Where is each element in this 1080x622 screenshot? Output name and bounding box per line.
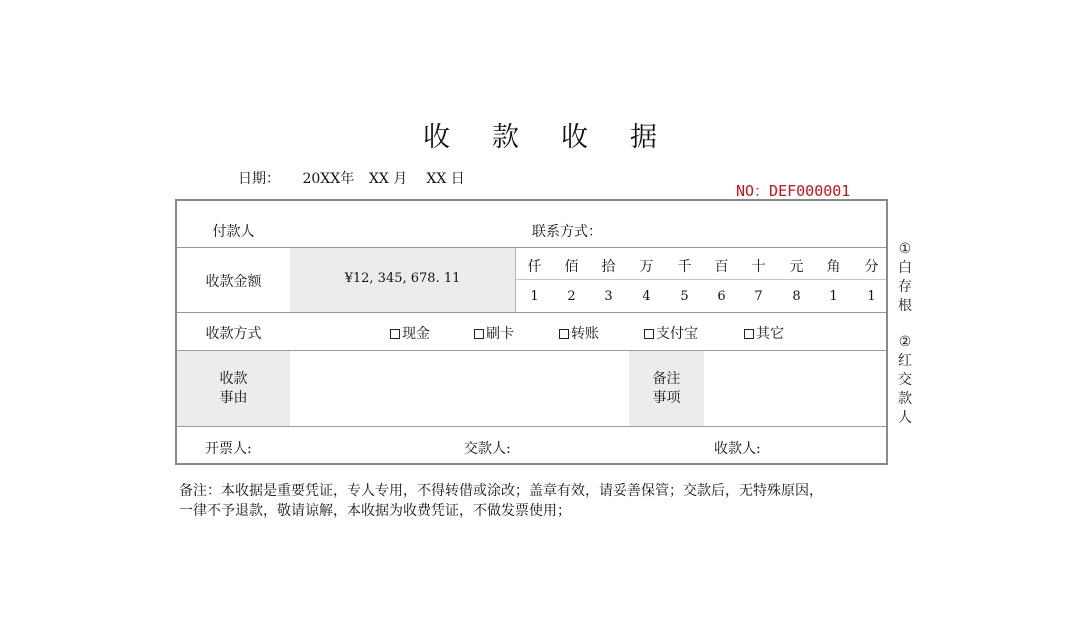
checkbox-icon bbox=[559, 329, 569, 339]
footnote-line1: 备注：本收据是重要凭证，专人专用，不得转借或涂改；盖章有效，请妥善保管；交款后，无特殊原因， bbox=[179, 483, 823, 499]
copy-char: ① bbox=[898, 241, 912, 257]
date-label: 日期： bbox=[238, 171, 280, 187]
unit-qian: 千 bbox=[677, 259, 692, 275]
reason-label-line1: 收款 bbox=[219, 371, 248, 387]
payer-label: 付款人 bbox=[212, 224, 255, 240]
unit-jiao: 角 bbox=[826, 259, 841, 275]
row-divider bbox=[177, 312, 886, 313]
remark-label-line1: 备注 bbox=[652, 371, 681, 387]
unit-shi: 十 bbox=[751, 259, 766, 275]
copy-char: 款 bbox=[898, 391, 912, 407]
footnote bbox=[179, 481, 899, 521]
method-other-checkbox[interactable] bbox=[744, 323, 784, 343]
digit-cell: 8 bbox=[792, 289, 801, 304]
digit-cell: 6 bbox=[717, 289, 726, 304]
unit-wan: 万 bbox=[639, 259, 654, 275]
receipt-title: 收款收据 bbox=[423, 122, 699, 153]
date-month: XX 月 bbox=[368, 171, 408, 187]
method-card-checkbox[interactable] bbox=[474, 323, 514, 343]
digit-cell: 1 bbox=[530, 289, 539, 304]
unit-yuan: 元 bbox=[789, 259, 804, 275]
digit-cell: 3 bbox=[604, 289, 613, 304]
unit-bai-big: 佰 bbox=[564, 259, 579, 275]
method-option-label: 支付宝 bbox=[656, 326, 698, 342]
copy-char: 红 bbox=[898, 353, 912, 369]
date-row bbox=[238, 168, 465, 188]
digit-cell: 5 bbox=[680, 289, 689, 304]
row-divider bbox=[177, 426, 886, 427]
issuer-label: 开票人: bbox=[205, 441, 252, 457]
unit-shi-big: 拾 bbox=[601, 259, 616, 275]
copy-char: ② bbox=[898, 334, 912, 350]
receiver-label: 收款人: bbox=[714, 441, 761, 457]
row-divider bbox=[177, 247, 886, 248]
method-option-label: 现金 bbox=[402, 326, 430, 342]
remark-label-line2: 事项 bbox=[652, 390, 681, 406]
digit-cell: 4 bbox=[642, 289, 651, 304]
remark-field[interactable] bbox=[704, 351, 886, 426]
copy-char: 交 bbox=[898, 372, 912, 388]
copy-payer-red bbox=[897, 333, 913, 428]
checkbox-icon bbox=[644, 329, 654, 339]
method-cash-checkbox[interactable] bbox=[390, 323, 430, 343]
digit-cell: 7 bbox=[754, 289, 763, 304]
unit-qian-big: 仟 bbox=[527, 259, 542, 275]
unit-fen: 分 bbox=[864, 259, 879, 275]
receipt-form bbox=[175, 199, 888, 465]
method-alipay-checkbox[interactable] bbox=[644, 323, 698, 343]
remark-label bbox=[629, 370, 704, 408]
checkbox-icon bbox=[474, 329, 484, 339]
row-divider bbox=[515, 279, 886, 280]
submitter-label: 交款人: bbox=[464, 441, 511, 457]
checkbox-icon bbox=[744, 329, 754, 339]
reason-field[interactable] bbox=[290, 351, 629, 426]
copy-char: 白 bbox=[898, 260, 912, 276]
footnote-line2: 一律不予退款，敬请谅解，本收据为收费凭证，不做发票使用； bbox=[179, 503, 571, 519]
reason-label-line2: 事由 bbox=[219, 390, 248, 406]
copy-char: 人 bbox=[898, 410, 912, 426]
copy-char: 根 bbox=[898, 298, 912, 314]
unit-bai: 百 bbox=[714, 259, 729, 275]
date-day: XX 日 bbox=[426, 171, 465, 187]
checkbox-icon bbox=[390, 329, 400, 339]
contact-label: 联系方式： bbox=[532, 224, 602, 240]
method-label: 收款方式 bbox=[205, 326, 262, 342]
copy-char: 存 bbox=[898, 279, 912, 295]
method-option-label: 其它 bbox=[756, 326, 784, 342]
serial-number: NO：DEF000001 bbox=[736, 182, 851, 200]
method-option-label: 转账 bbox=[571, 326, 599, 342]
amount-value: ¥12, 345, 678. 11 bbox=[344, 271, 461, 286]
method-option-label: 刷卡 bbox=[486, 326, 514, 342]
copy-stub-white bbox=[897, 240, 913, 316]
method-transfer-checkbox[interactable] bbox=[559, 323, 599, 343]
reason-label bbox=[177, 370, 290, 408]
digit-cell: 2 bbox=[567, 289, 576, 304]
digit-cell: 1 bbox=[829, 289, 838, 304]
digit-cell: 1 bbox=[867, 289, 876, 304]
date-year: 20XX年 bbox=[302, 171, 355, 187]
amount-label: 收款金额 bbox=[205, 274, 262, 290]
